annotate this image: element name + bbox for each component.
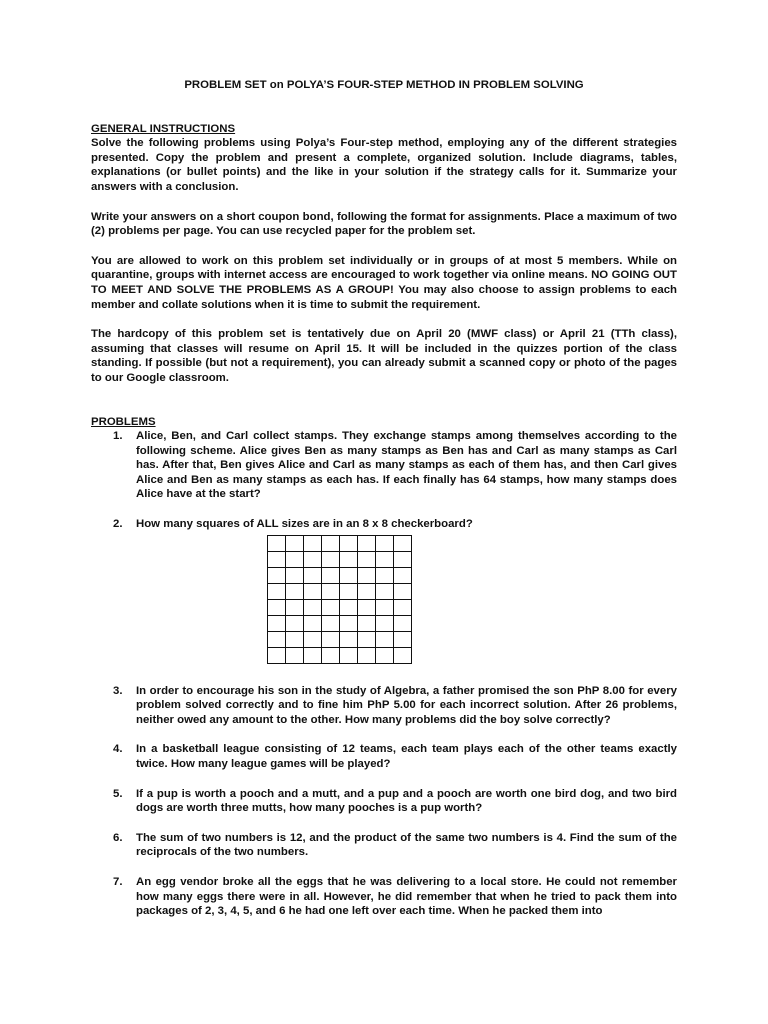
checkerboard-cell <box>322 536 340 552</box>
checkerboard-cell <box>286 552 304 568</box>
checkerboard-cell <box>304 552 322 568</box>
problem-item-7 <box>91 875 677 919</box>
checkerboard-cell <box>376 568 394 584</box>
checkerboard-cell <box>304 648 322 664</box>
checkerboard-cell <box>376 600 394 616</box>
checkerboard-cell <box>376 648 394 664</box>
checkerboard-cell <box>322 584 340 600</box>
problem-number: 5. <box>113 787 123 800</box>
checkerboard-cell <box>286 632 304 648</box>
problem-text: How many squares of ALL sizes are in an 8 x 8 checkerboard? <box>136 518 473 531</box>
problem-text: Alice, Ben, and Carl collect stamps. They exchange stamps among themselves according to the following scheme. Alice gives Ben as many stamps as Ben has and Carl as many stamps as Carl has. After that, Ben gives Alice and Carl as many stamps as each of them has, and then Carl gives Alice and Ben as many stamps as each has. If each finally has 64 stamps, how many stamps does Alice have at the start? <box>136 430 677 501</box>
checkerboard-cell <box>394 552 412 568</box>
checkerboard-cell <box>358 552 376 568</box>
problem-item-5 <box>91 787 677 816</box>
checkerboard-cell <box>340 632 358 648</box>
checkerboard-cell <box>304 600 322 616</box>
checkerboard-cell <box>358 632 376 648</box>
problem-number: 3. <box>113 684 123 697</box>
checkerboard-cell <box>322 568 340 584</box>
problem-item-1 <box>91 429 677 502</box>
checkerboard-cell <box>376 552 394 568</box>
checkerboard-cell <box>268 536 286 552</box>
checkerboard-cell <box>268 552 286 568</box>
checkerboard-cell <box>394 600 412 616</box>
checkerboard-cell <box>304 584 322 600</box>
checkerboard-cell <box>394 616 412 632</box>
checkerboard-cell <box>322 648 340 664</box>
checkerboard-cell <box>286 584 304 600</box>
checkerboard-cell <box>358 648 376 664</box>
checkerboard-cell <box>286 616 304 632</box>
problem-item-3 <box>91 684 677 728</box>
checkerboard-cell <box>304 536 322 552</box>
checkerboard-cell <box>268 632 286 648</box>
checkerboard-cell <box>286 536 304 552</box>
checkerboard-cell <box>340 600 358 616</box>
checkerboard-cell <box>268 568 286 584</box>
checkerboard-cell <box>304 632 322 648</box>
problems-heading: PROBLEMS <box>91 415 156 428</box>
problem-text: In order to encourage his son in the study of Algebra, a father promised the son PhP 8.00 for every problem solved correctly and to fine him PhP 5.00 for each incorrect solution. After 26 problems, neither owed any amount to the other. How many problems did the boy solve correctly? <box>136 684 677 726</box>
problem-number: 7. <box>113 876 123 888</box>
checkerboard-cell <box>358 600 376 616</box>
checkerboard-cell <box>286 568 304 584</box>
checkerboard-cell <box>394 648 412 664</box>
checkerboard-cell <box>322 552 340 568</box>
instructions-paragraph-2: Write your answers on a short coupon bond, following the format for assignments. Place a maximum of two (2) problems per page. You can use recycled paper for the problem set. <box>91 210 677 238</box>
checkerboard-cell <box>376 584 394 600</box>
checkerboard-cell <box>286 600 304 616</box>
checkerboard-cell <box>340 552 358 568</box>
problem-item-2 <box>91 517 677 532</box>
instructions-paragraph-4: The hardcopy of this problem set is tentatively due on April 20 (MWF class) or April 21 (TTh class), assuming that classes will resume on April 15. It will be included in the quizzes portion of the class standing. If possible (but not a requirement), you can already submit a scanned copy or photo of the pages to our Google classroom. <box>91 328 677 384</box>
checkerboard-cell <box>340 568 358 584</box>
checkerboard-cell <box>394 632 412 648</box>
problem-text: In a basketball league consisting of 12 teams, each team plays each of the other teams exactly twice. How many league games will be played? <box>136 743 677 771</box>
checkerboard-cell <box>268 616 286 632</box>
checkerboard-cell <box>376 536 394 552</box>
checkerboard-grid <box>267 535 412 664</box>
checkerboard-figure <box>91 535 677 664</box>
problem-list-continued <box>91 684 677 919</box>
document-body <box>91 78 677 934</box>
checkerboard-cell <box>340 536 358 552</box>
checkerboard-cell <box>268 584 286 600</box>
problem-number: 1. <box>113 430 123 443</box>
checkerboard-cell <box>394 584 412 600</box>
problem-text: An egg vendor broke all the eggs that he was delivering to a local store. He could not remember how many eggs there were in all. However, he did remember that when he tried to pack them into packages of 2, 3, 4, 5, and 6 he had one left over each time. When he packed them into <box>136 876 677 918</box>
checkerboard-cell <box>322 616 340 632</box>
checkerboard-cell <box>358 568 376 584</box>
checkerboard-cell <box>340 648 358 664</box>
checkerboard-cell <box>394 536 412 552</box>
general-instructions-heading: GENERAL INSTRUCTIONS <box>91 122 236 135</box>
problem-text: The sum of two numbers is 12, and the product of the same two numbers is 4. Find the sum of the reciprocals of the two numbers. <box>136 831 677 859</box>
checkerboard-cell <box>358 584 376 600</box>
problem-text: If a pup is worth a pooch and a mutt, and a pup and a pooch are worth one bird dog, and two bird dogs are worth three mutts, how many pooches is a pup worth? <box>136 787 677 815</box>
checkerboard-cell <box>268 600 286 616</box>
problem-number: 6. <box>113 831 123 844</box>
checkerboard-cell <box>304 568 322 584</box>
checkerboard-cell <box>322 600 340 616</box>
checkerboard-cell <box>304 616 322 632</box>
problem-list <box>91 429 677 532</box>
instructions-paragraph-1: Solve the following problems using Polya’s Four-step method, employing any of the different strategies presented. Copy the problem and present a complete, organized solution. Include diagrams, tables, explanations (or bullet points) and the like in your solution if the strategy calls for it. Summarize your answers with a conclusion. <box>91 137 677 193</box>
checkerboard-cell <box>286 648 304 664</box>
problem-item-6 <box>91 831 677 860</box>
checkerboard-cell <box>394 568 412 584</box>
checkerboard-cell <box>340 584 358 600</box>
checkerboard-cell <box>268 648 286 664</box>
checkerboard-cell <box>322 632 340 648</box>
checkerboard-cell <box>358 616 376 632</box>
document-title: PROBLEM SET on POLYA’S FOUR-STEP METHOD IN PROBLEM SOLVING <box>184 79 584 91</box>
checkerboard-cell <box>340 616 358 632</box>
checkerboard-cell <box>376 616 394 632</box>
checkerboard-cell <box>358 536 376 552</box>
checkerboard-cell <box>376 632 394 648</box>
instructions-paragraph-3: You are allowed to work on this problem set individually or in groups of at most 5 members. While on quarantine, groups with internet access are encouraged to work together via online means. NO GOING OUT TO MEET AND SOLVE THE PROBLEMS AS A GROUP! You may also choose to assign problems to each member and collate solutions when it is time to submit the requirement. <box>91 254 677 311</box>
problem-number: 2. <box>113 518 123 531</box>
problem-item-4 <box>91 742 677 771</box>
problem-number: 4. <box>113 743 123 756</box>
